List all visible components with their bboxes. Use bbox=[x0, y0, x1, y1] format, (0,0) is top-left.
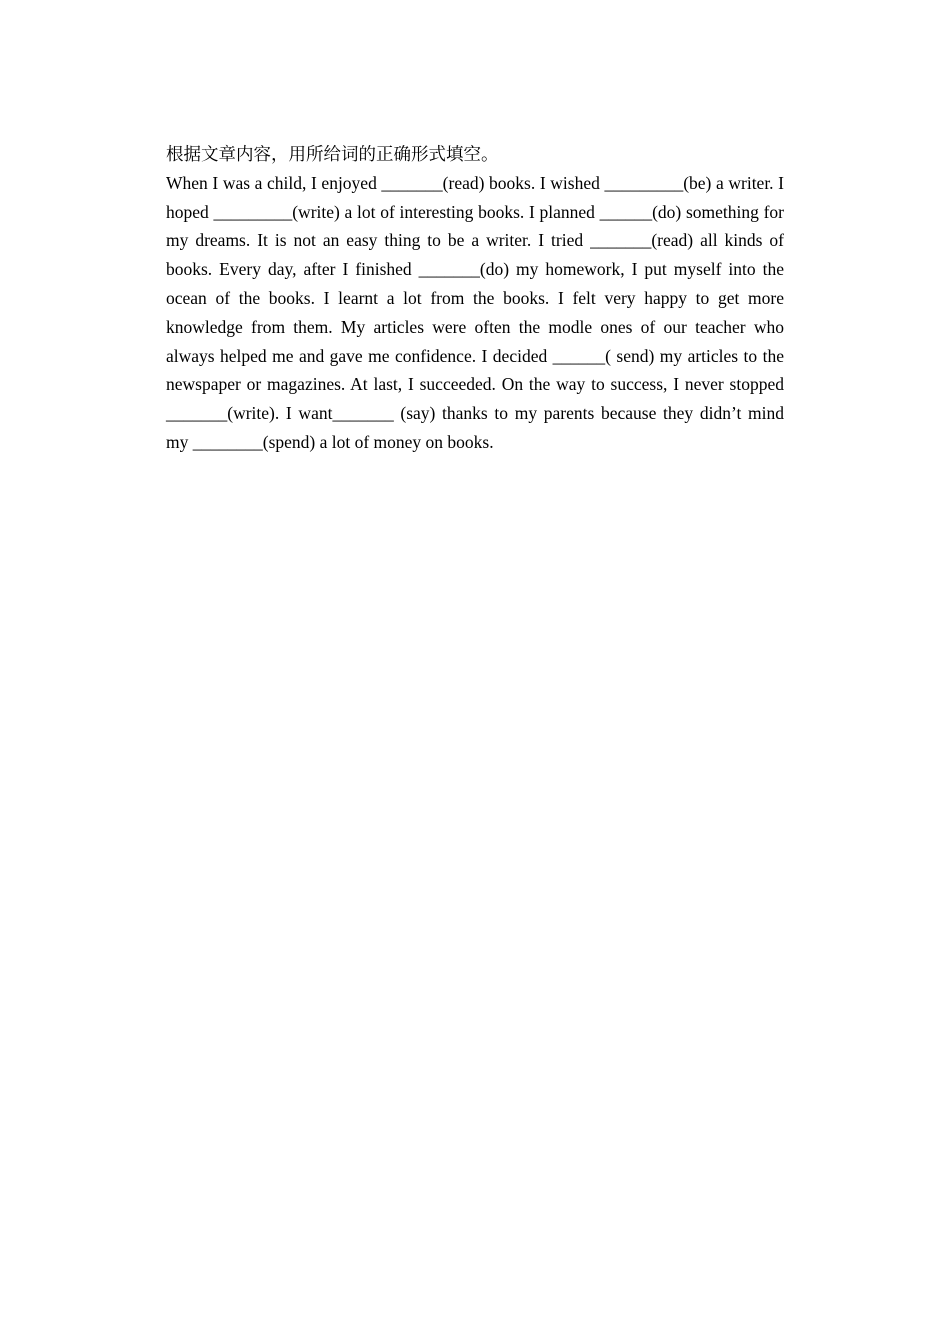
exercise-instruction: 根据文章内容，用所给词的正确形式填空。 bbox=[166, 144, 499, 164]
document-body bbox=[166, 140, 784, 457]
fill-in-blank-passage: When I was a child, I enjoyed _______(read) books. I wished _________(be) a writer. I hoped _________(write) a lot of interesting books. I planned ______(do) something for my dreams. It is not an easy thing to be a writer. I tried _______(read) all kinds of books. Every day, after I finished _______(do) my homework, I put myself into the ocean of the books. I learnt a lot from the books. I felt very happy to get more knowledge from them. My articles were often the modle ones of our teacher who always helped me and gave me confidence. I decided ______( send) my articles to the newspaper or magazines. At last, I succeeded. On the way to success, I never stopped _______(write). I want_______ (say) thanks to my parents because they didn’t mind my ________(spend) a lot of money on books. bbox=[166, 172, 784, 452]
